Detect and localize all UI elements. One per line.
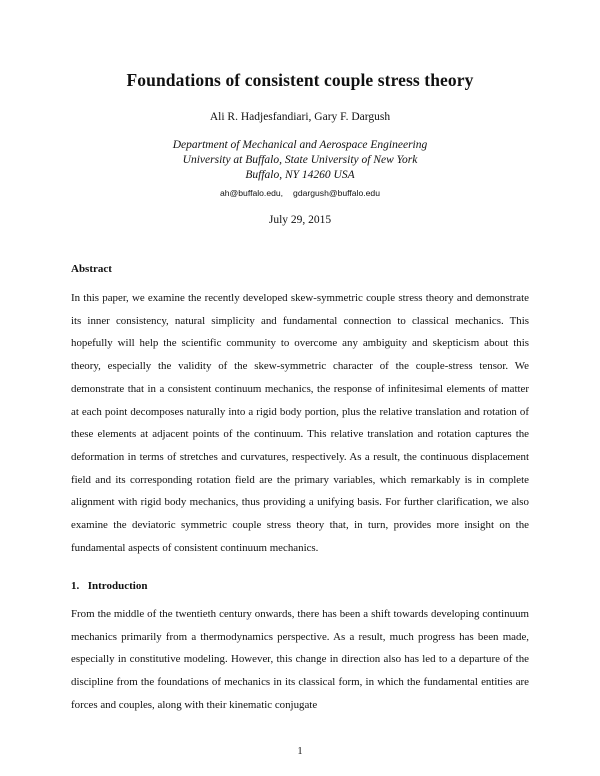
affiliation-address: Buffalo, NY 14260 USA xyxy=(245,169,355,181)
section-heading-introduction xyxy=(71,580,147,592)
affiliation-university: University at Buffalo, State University of New York xyxy=(182,154,418,166)
paper-title: Foundations of consistent couple stress theory xyxy=(126,70,474,90)
section-number: 1. xyxy=(71,580,80,592)
introduction-text: From the middle of the twentieth century onwards, there has been a shift towards developing continuum mechanics primarily from a thermodynamics perspective. As a result, much progress has been made, especially in constitutive modeling. However, this change in direction also has led to a departure of the discipline from the foundations of mechanics in its classical form, in which the fundamental entities are forces and couples, along with their kinematic conjugate xyxy=(71,608,529,711)
abstract-heading: Abstract xyxy=(71,263,112,275)
abstract-text: In this paper, we examine the recently developed skew-symmetric couple stress theory and demonstrate its inner consistency, natural simplicity and fundamental connection to classical mechanics. This hopefully will help the scientific community to overcome any ambiguity and skepticism about this theory, especially the validity of the skew-symmetric character of the couple-stress tensor. We demonstrate that in a consistent continuum mechanics, the response of infinitesimal elements of matter at each point decomposes naturally into a rigid body portion, plus the relative translation and rotation of these elements at adjacent points of the continuum. This relative translation and rotation captures the deformation in terms of stretches and curvatures, respectively. As a result, the continuous displacement field and its corresponding rotation field are the primary variables, which remarkably is in complete alignment with rigid body mechanics, thus providing a unifying basis. For further clarification, we also examine the deviatoric symmetric couple stress theory that, in turn, provides more insight on the fundamental aspects of consistent continuum mechanics. xyxy=(71,292,529,554)
paper-date: July 29, 2015 xyxy=(268,214,332,226)
affiliation-block xyxy=(0,138,600,183)
page-number: 1 xyxy=(297,746,303,757)
email-dargush[interactable]: gdargush@buffalo.edu xyxy=(293,188,380,198)
affiliation-department: Department of Mechanical and Aerospace Engineering xyxy=(172,139,428,151)
section-title: Introduction xyxy=(87,580,148,592)
author-emails xyxy=(0,188,600,198)
author-list: Ali R. Hadjesfandiari, Gary F. Dargush xyxy=(209,111,391,123)
email-hadjesfandiari[interactable]: ah@buffalo.edu, xyxy=(220,188,284,198)
